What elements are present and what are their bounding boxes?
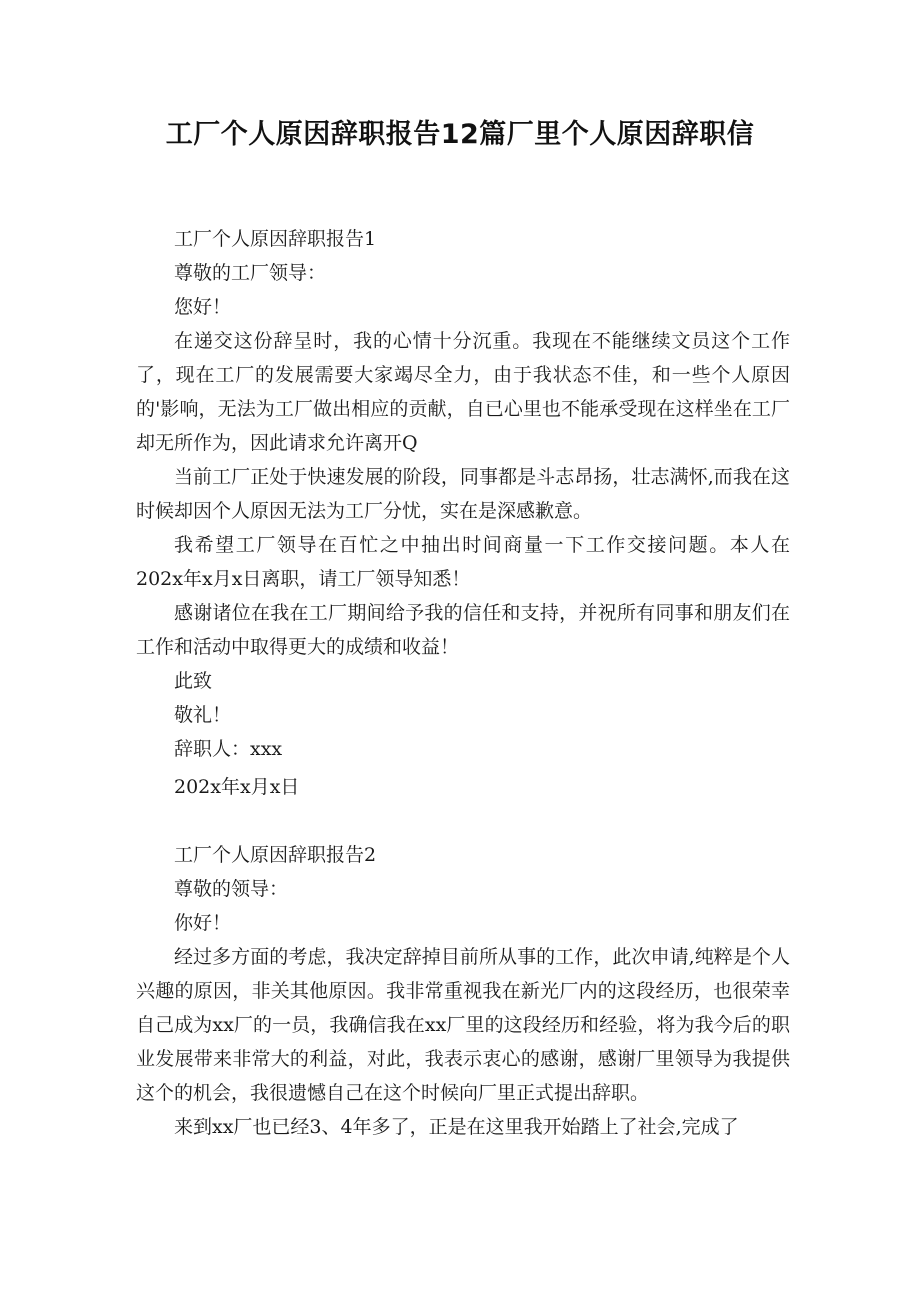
letter-closing: 此致 (174, 670, 213, 692)
letter-paragraph: 来到xx厂也已经3、4年多了，正是在这里我开始踏上了社会,完成了 (174, 1116, 739, 1138)
letter-paragraph: 在递交这份辞呈时，我的心情十分沉重。我现在不能继续文员这个工作了，现在工厂的发展需要大家竭尽全力，由于我状态不佳，和一些个人原因的'影响，无法为工厂做出相应的贡献，自已心里也不能承受现在这样坐在工厂却无所作为，因此请求允许离开Q (136, 330, 790, 454)
letter-salutation: 尊敬的工厂领导： (174, 262, 327, 284)
letter-salutation: 尊敬的领导： (174, 878, 289, 900)
letter-paragraph: 感谢诸位在我在工厂期间给予我的信任和支持，并祝所有同事和朋友们在工作和活动中取得更大的成绩和收益！ (136, 602, 790, 658)
document-title: 工厂个人原因辞职报告12篇厂里个人原因辞职信 (165, 119, 755, 150)
letter-greeting: 你好！ (174, 912, 232, 934)
letter-greeting: 您好！ (174, 296, 232, 318)
letter-paragraph: 我希望工厂领导在百忙之中抽出时间商量一下工作交接问题。本人在202x年x月x日离职，请工厂领导知悉！ (136, 534, 790, 590)
resignation-letter-2 (136, 838, 790, 1144)
letter-heading: 工厂个人原因辞职报告1 (174, 228, 377, 250)
letter-paragraph: 经过多方面的考虑，我决定辞掉目前所从事的工作，此次申请,纯粹是个人兴趣的原因，非关其他原因。我非常重视我在新光厂内的这段经历，也很荣幸自己成为xx厂的一员，我确信我在xx厂里的这段经历和经验，将为我今后的职业发展带来非常大的利益，对此，我表示衷心的感谢，感谢厂里领导为我提供这个的机会，我很遗憾自己在这个时候向厂里正式提出辞职。 (136, 946, 790, 1104)
letter-closing-salute: 敬礼！ (174, 704, 232, 726)
resignation-letter-1 (136, 222, 790, 804)
letter-date: 202x年x月x日 (174, 776, 300, 798)
letter-signature: 辞职人：xxx (174, 738, 283, 760)
letter-paragraph: 当前工厂正处于快速发展的阶段，同事都是斗志昂扬，壮志满怀,而我在这时候却因个人原因无法为工厂分忧，实在是深感歉意。 (136, 466, 790, 522)
letter-heading: 工厂个人原因辞职报告2 (174, 844, 377, 866)
